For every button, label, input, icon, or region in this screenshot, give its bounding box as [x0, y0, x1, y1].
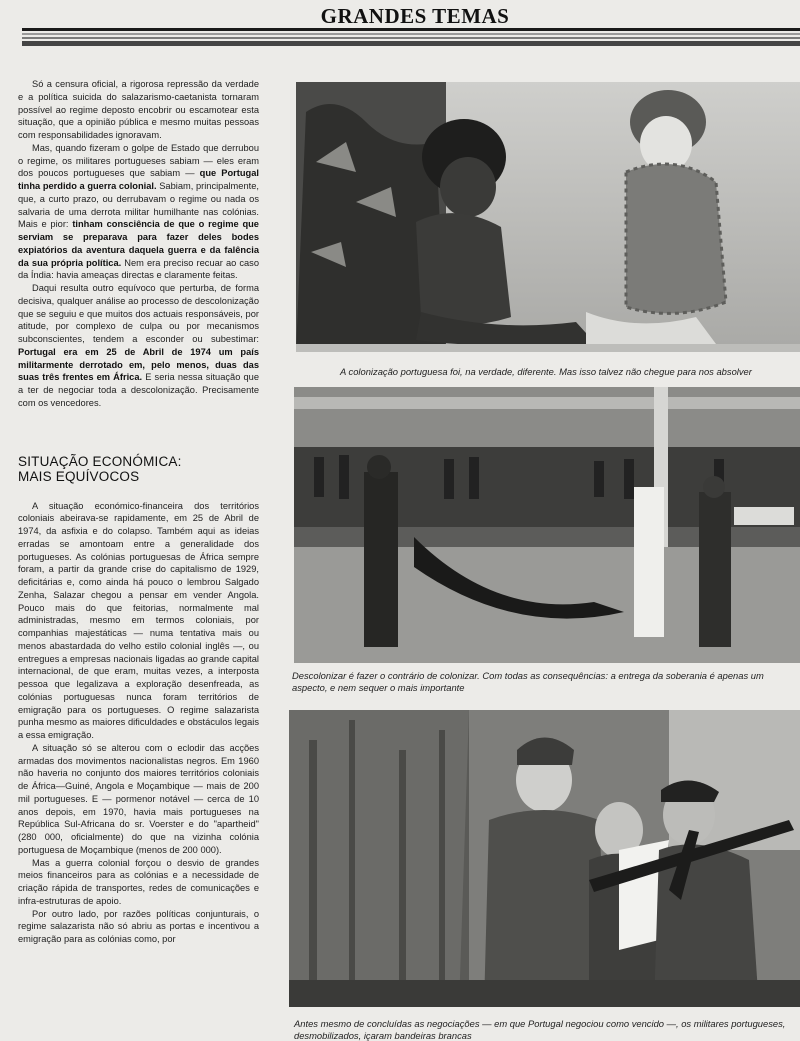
text-segment: Por outro lado, por razões políticas conjunturais, o regime salazarista não só abriu as portas e incentivou a emigração para as colónias como, por	[18, 908, 259, 944]
bold-text-segment: Portugal era em 25 de Abril de 1974 um país militarmente derrotado em, pelo menos, duas das suas três frentes em África.	[18, 346, 259, 383]
section-heading-line2: MAIS EQUÍVOCOS	[18, 468, 140, 484]
text-segment: Mas, quando fizeram o golpe de Estado que derrubou o regime, os militares portugueses sabiam — eles eram dos poucos portugueses que sabiam —	[18, 142, 259, 179]
caption-photo-flag-ceremony: Descolonizar é fazer o contrário de colonizar. Com todas as consequências: a entrega da soberania é apenas um aspecto, e nem sequer o mais importante	[292, 670, 764, 693]
soldiers-photo-icon	[289, 710, 800, 1007]
intro-paragraphs	[18, 78, 259, 410]
header-rule	[22, 28, 800, 46]
section-paragraph	[18, 742, 259, 857]
section-heading	[18, 454, 259, 484]
children-photo-icon	[296, 82, 800, 352]
text-segment: Daqui resulta outro equívoco que perturba, de forma decisiva, qualquer análise ao processo de descolonização que se seguiu e que muitos dos actuais responsáveis, por atitude, por complexo de culpa ou por mecanismos subconscientes, tendem a esconder ou subestimar:	[18, 283, 259, 344]
flag-ceremony-photo-icon	[294, 387, 800, 663]
intro-paragraph	[18, 282, 259, 410]
text-segment: Nem era preciso recuar ao caso da Índia: havia ameaças directas e claramente feitas.	[18, 257, 259, 281]
bold-text-segment: tinham consciência de que o regime que serviam se preparava para fazer deles bodes expiatórios da aventura daquela guerra e da falência da sua própria política.	[18, 219, 259, 268]
section-title: GRANDES TEMAS	[320, 4, 510, 28]
bold-text-segment: que Portugal tinha perdido a guerra colonial.	[18, 168, 259, 191]
article-text-column	[18, 78, 259, 946]
text-segment: Mas a guerra colonial forçou o desvio de grandes meios financeiros para as colónias e a necessidade de criação rápida de transportes, redes de comunicações e infra-estruturas de apoio.	[18, 857, 259, 906]
text-segment: A situação económico-financeira dos territórios coloniais abeirava-se rapidamente, em 25 de Abril de 1974, da asfixia e do colapso. Também aqui as ideias erradas se amontoam entre a generalidade dos portugueses. As colónias portuguesas de África sempre foram, a partir da grande crise do capitalismo de 1929, deficitárias e, como ainda há pouco o lembrou Salgado Zenha, Salazar chegou a pensar em vender Angola. Pouco mais do que feitorias, normalmente mal administradas, mesmo em termos coloniais, por companhias majestáticas — numa tentativa mais ou menos abastardada do velho estilo colonial inglês —, ou entregues a empresas nacionais ligadas ao grande capital internacional, de que eram, muitas vezes, a interposta pessoa que legalizava a exploração desenfreada, as colónias portuguesas nunca foram territórios de emigração para os portugueses. O regime salazarista punha mesmo as maiores dificuldades e obstáculos legais a essa emigração.	[18, 500, 259, 740]
text-segment: Sabiam, principalmente, que, a curto prazo, ou derrubavam o regime ou nada os salvaria de uma derrota militar humilhante nas colónias. Mais e pior:	[18, 181, 259, 230]
caption-photo-children: A colonização portuguesa foi, na verdade, diferente. Mas isso talvez não chegue para nos absolver	[340, 366, 752, 377]
section-paragraph	[18, 908, 259, 946]
text-segment: Só a censura oficial, a rigorosa repressão da verdade e a política suicida do salazarismo-caetanista tornaram possível ao regime deposto encobrir ou escamotear esta situação, que a opinião pública e mesmo muitas pessoas com responsabilidades ignoravam.	[18, 79, 259, 140]
intro-paragraph	[18, 78, 259, 142]
photo-children	[296, 82, 800, 352]
caption-photo-soldiers: Antes mesmo de concluídas as negociações — em que Portugal negociou como vencido —, os militares portugueses, desmobilizados, içaram bandeiras brancas	[294, 1018, 786, 1041]
section-paragraph	[18, 500, 259, 742]
text-segment: A situação só se alterou com o eclodir das acções armadas dos movimentos nacionalistas negros. Em 1960 não haveria no conjunto dos maiores territórios coloniais de África—Guiné, Angola e Moçambique — mais de 200 mil portugueses. E — pormenor notável — cerca de 10 anos depois, em 1970, havia mais portugueses na República Sul-Africana do sr. Voerster e do "apartheid" (280 000, oficialmente) do que na vizinha colónia portuguesa de Moçambique (menos de 200 000).	[18, 742, 259, 855]
section-paragraph	[18, 857, 259, 908]
text-segment: E seria nessa situação que a ter de negociar toda a descolonização. Precisamente com os vencedores.	[18, 372, 260, 408]
intro-paragraph	[18, 142, 259, 282]
photo-flag-ceremony	[294, 387, 800, 663]
section-paragraphs	[18, 500, 259, 946]
photo-soldiers	[289, 710, 800, 1007]
section-heading-line1: SITUAÇÃO ECONÓMICA:	[18, 453, 182, 469]
